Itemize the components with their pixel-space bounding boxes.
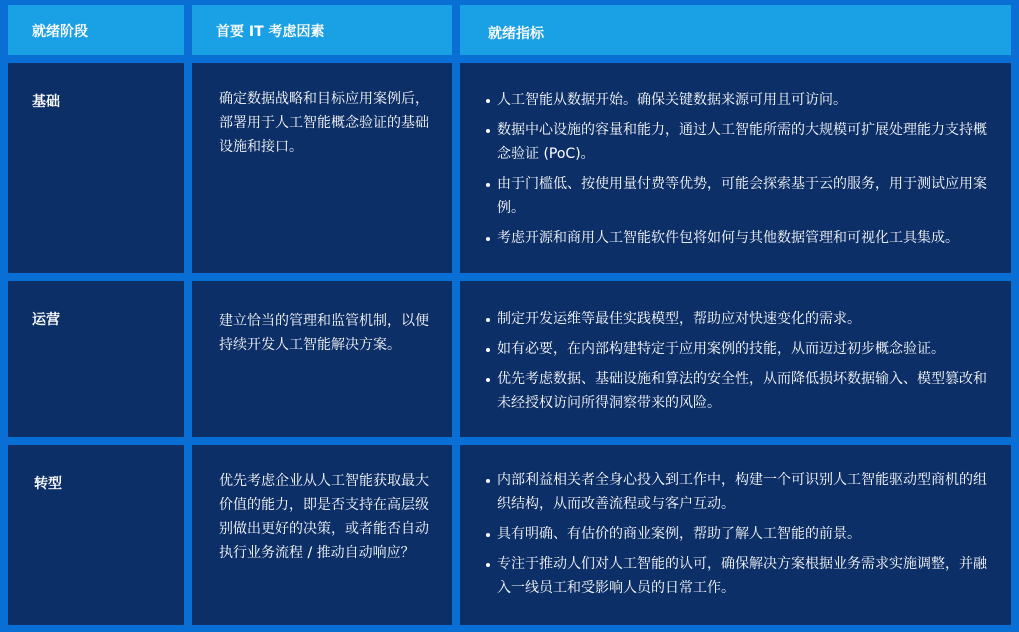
indicator-item: 具有明确、有估价的商业案例，帮助了解人工智能的前景。 — [486, 522, 995, 546]
indicator-list — [486, 88, 995, 256]
indicator-item: 制定开发运维等最佳实践模型，帮助应对快速变化的需求。 — [486, 307, 995, 331]
indicator-item: 如有必要，在内部构建特定于应用案例的技能，从而迈过初步概念验证。 — [486, 337, 995, 361]
stage-label: 基础 — [32, 94, 60, 110]
indicator-list — [486, 468, 995, 606]
stage-cell — [8, 445, 184, 625]
consideration-cell — [192, 63, 452, 273]
indicators-cell — [460, 281, 1011, 437]
header-indicators: 就绪指标 — [488, 26, 544, 42]
header-stage-cell — [8, 5, 184, 55]
consideration-text: 优先考虑企业从人工智能获取最大价值的能力，即是否支持在高层级别做出更好的决策，或者能否自动执行业务流程 / 推动自动响应？ — [219, 473, 429, 561]
indicator-item: 数据中心设施的容量和能力，通过人工智能所需的大规模可扩展处理能力支持概念验证 (PoC)。 — [486, 118, 995, 166]
consideration-cell — [192, 281, 452, 437]
indicator-list — [486, 307, 995, 421]
stage-label: 转型 — [34, 476, 62, 492]
indicator-item: 由于门槛低、按使用量付费等优势，可能会探索基于云的服务，用于测试应用案例。 — [486, 172, 995, 220]
header-considerations-cell — [192, 5, 452, 55]
consideration-text: 建立恰当的管理和监管机制，以便持续开发人工智能解决方案。 — [219, 313, 429, 353]
stage-label: 运营 — [32, 312, 60, 328]
consideration-cell — [192, 445, 452, 625]
indicator-item: 人工智能从数据开始。确保关键数据来源可用且可访问。 — [486, 88, 995, 112]
indicator-item: 考虑开源和商用人工智能软件包将如何与其他数据管理和可视化工具集成。 — [486, 226, 995, 250]
stage-cell — [8, 281, 184, 437]
indicator-item: 内部利益相关者全身心投入到工作中，构建一个可识别人工智能驱动型商机的组织结构，从而改善流程或与客户互动。 — [486, 468, 995, 516]
header-indicators-cell — [460, 5, 1011, 55]
header-considerations: 首要 IT 考虑因素 — [216, 24, 325, 40]
indicators-cell — [460, 445, 1011, 625]
header-stage: 就绪阶段 — [32, 24, 88, 40]
stage-cell — [8, 63, 184, 273]
consideration-text: 确定数据战略和目标应用案例后，部署用于人工智能概念验证的基础设施和接口。 — [219, 91, 429, 155]
indicator-item: 专注于推动人们对人工智能的认可，确保解决方案根据业务需求实施调整，并融入一线员工和受影响人员的日常工作。 — [486, 552, 995, 600]
indicators-cell — [460, 63, 1011, 273]
indicator-item: 优先考虑数据、基础设施和算法的安全性，从而降低损坏数据输入、模型篡改和未经授权访问所得洞察带来的风险。 — [486, 367, 995, 415]
